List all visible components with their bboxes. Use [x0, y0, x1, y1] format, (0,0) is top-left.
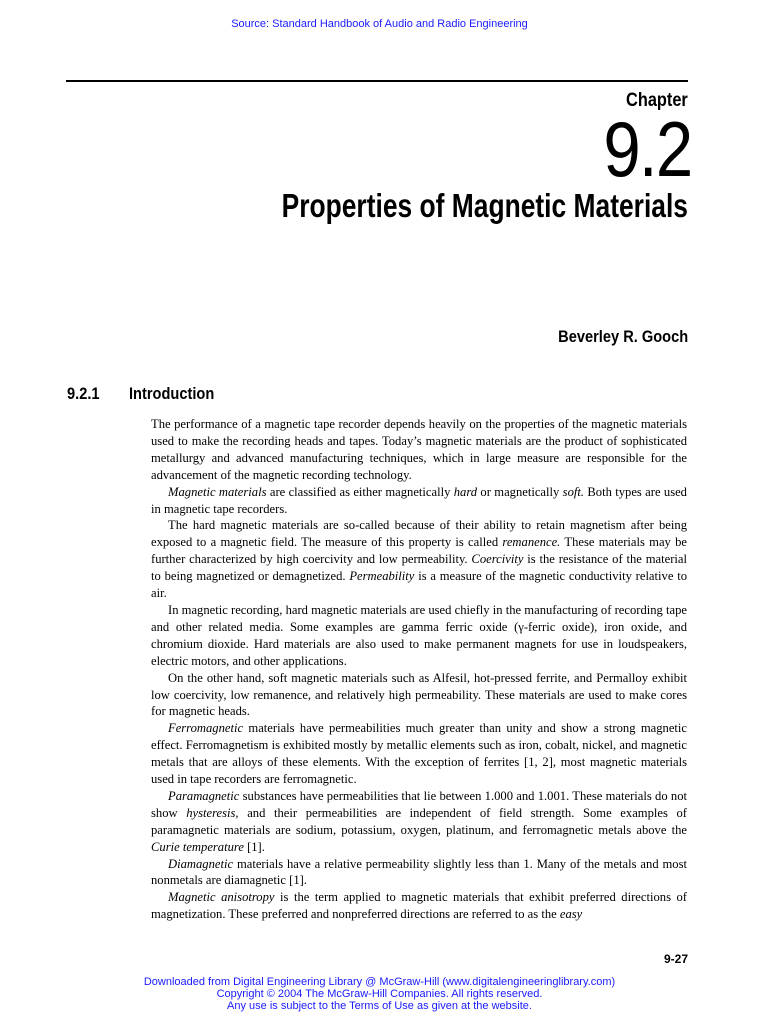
- italic-term: hysteresis: [186, 805, 236, 820]
- text-run: is a measure of the magnetic conductivity relative to air.: [151, 569, 687, 601]
- italic-term: Magnetic anisotropy: [168, 890, 275, 905]
- chapter-title: Properties of Magnetic Materials: [281, 187, 688, 224]
- body-paragraph: [151, 416, 687, 484]
- italic-term: remanence.: [502, 535, 561, 550]
- body-paragraph: [151, 602, 687, 670]
- footer-terms-link[interactable]: Any use is subject to the Terms of Use as given at the website.: [227, 1000, 532, 1012]
- italic-term: Paramagnetic: [168, 788, 240, 803]
- body-paragraph: [151, 889, 687, 923]
- italic-term: easy: [559, 907, 583, 922]
- text-run: These materials may be further characterized by high coercivity and low permeability.: [151, 535, 687, 567]
- author-name: Beverley R. Gooch: [557, 327, 688, 346]
- body-paragraph: [151, 720, 687, 788]
- text-run: substances have permeabilities that lie between 1.000 and 1.001. These materials do not show: [151, 788, 687, 820]
- body-paragraph: [151, 856, 687, 890]
- text-run: or magnetically: [477, 484, 563, 499]
- text-run: The performance of a magnetic tape recorder depends heavily on the properties of the magnetic materials used to make the recording heads and tapes. Today’s magnetic materials are the product of sophisticated metallurgy and advanced manufacturing techniques, which in large measure are responsible for the advancement of the magnetic recording technology.: [151, 417, 687, 482]
- text-run: Both types are used in magnetic tape recorders.: [151, 484, 687, 516]
- body-text: [151, 416, 687, 923]
- italic-term: Coercivity: [471, 552, 524, 567]
- italic-term: Magnetic materials: [168, 484, 267, 499]
- source-link[interactable]: Source: Standard Handbook of Audio and Radio Engineering: [231, 18, 528, 30]
- header-rule: [66, 80, 688, 82]
- body-paragraph: [151, 670, 687, 721]
- italic-term: Diamagnetic: [168, 856, 234, 871]
- text-run: , and their permeabilities are independent of field strength. Some examples of paramagnetic materials are sodium, potassium, oxygen, platinum, and ferromagnetic metals above the: [151, 805, 687, 837]
- footer-copyright-link[interactable]: Copyright © 2004 The McGraw-Hill Companies. All rights reserved.: [216, 988, 543, 1000]
- section-number: 9.2.1: [67, 384, 100, 403]
- italic-term: Permeability: [349, 569, 415, 584]
- text-run: The hard magnetic materials are so-called because of their ability to retain magnetism after being exposed to a magnetic field. The measure of this property is called: [151, 518, 687, 550]
- footer: [0, 976, 759, 1012]
- chapter-number: 9.2: [602, 105, 691, 193]
- italic-term: Curie temperature: [151, 839, 244, 854]
- text-run: [1].: [243, 839, 265, 854]
- text-run: are classified as either magnetically: [266, 484, 454, 499]
- section-title: Introduction: [129, 384, 215, 403]
- footer-download-link[interactable]: Downloaded from Digital Engineering Library @ McGraw-Hill (www.digitalengineeringlibrary.com): [143, 976, 616, 988]
- body-paragraph: [151, 517, 687, 602]
- italic-term: hard: [453, 484, 478, 499]
- text-run: In magnetic recording, hard magnetic materials are used chiefly in the manufacturing of recording tape and other related media. Some examples are gamma ferric oxide (γ-ferric oxide), iron oxide, and chromium dioxide. Hard materials are also used to make permanent magnets for use in loudspeakers, electric motors, and other applications.: [151, 602, 687, 668]
- text-run: materials have permeabilities much greater than unity and show a strong magnetic effect. Ferromagnetism is exhibited mostly by metallic elements such as iron, cobalt, nickel, and magnetic metals that are alloys of these elements. With the exception of ferrites [1, 2], most magnetic materials used in tape recorders are ferromagnetic.: [151, 721, 687, 787]
- page-number: 9-27: [663, 952, 688, 966]
- italic-term: soft.: [562, 484, 585, 499]
- body-paragraph: [151, 788, 687, 856]
- text-run: materials have a relative permeability slightly less than 1. Many of the metals and most nonmetals are diamagnetic [1].: [151, 856, 687, 888]
- text-run: is the resistance of the material to being magnetized or demagnetized.: [151, 552, 687, 584]
- chapter-label: Chapter: [626, 90, 688, 111]
- italic-term: Ferromagnetic: [168, 721, 244, 736]
- text-run: is the term applied to magnetic materials that exhibit preferred directions of magnetization. These preferred and nonpreferred directions are referred to as the: [151, 890, 687, 922]
- body-paragraph: [151, 484, 687, 518]
- text-run: On the other hand, soft magnetic materials such as Alfesil, hot-pressed ferrite, and Permalloy exhibit low coercivity, low remanence, and relatively high permeability. These materials are used to make cores for magnetic heads.: [151, 670, 687, 719]
